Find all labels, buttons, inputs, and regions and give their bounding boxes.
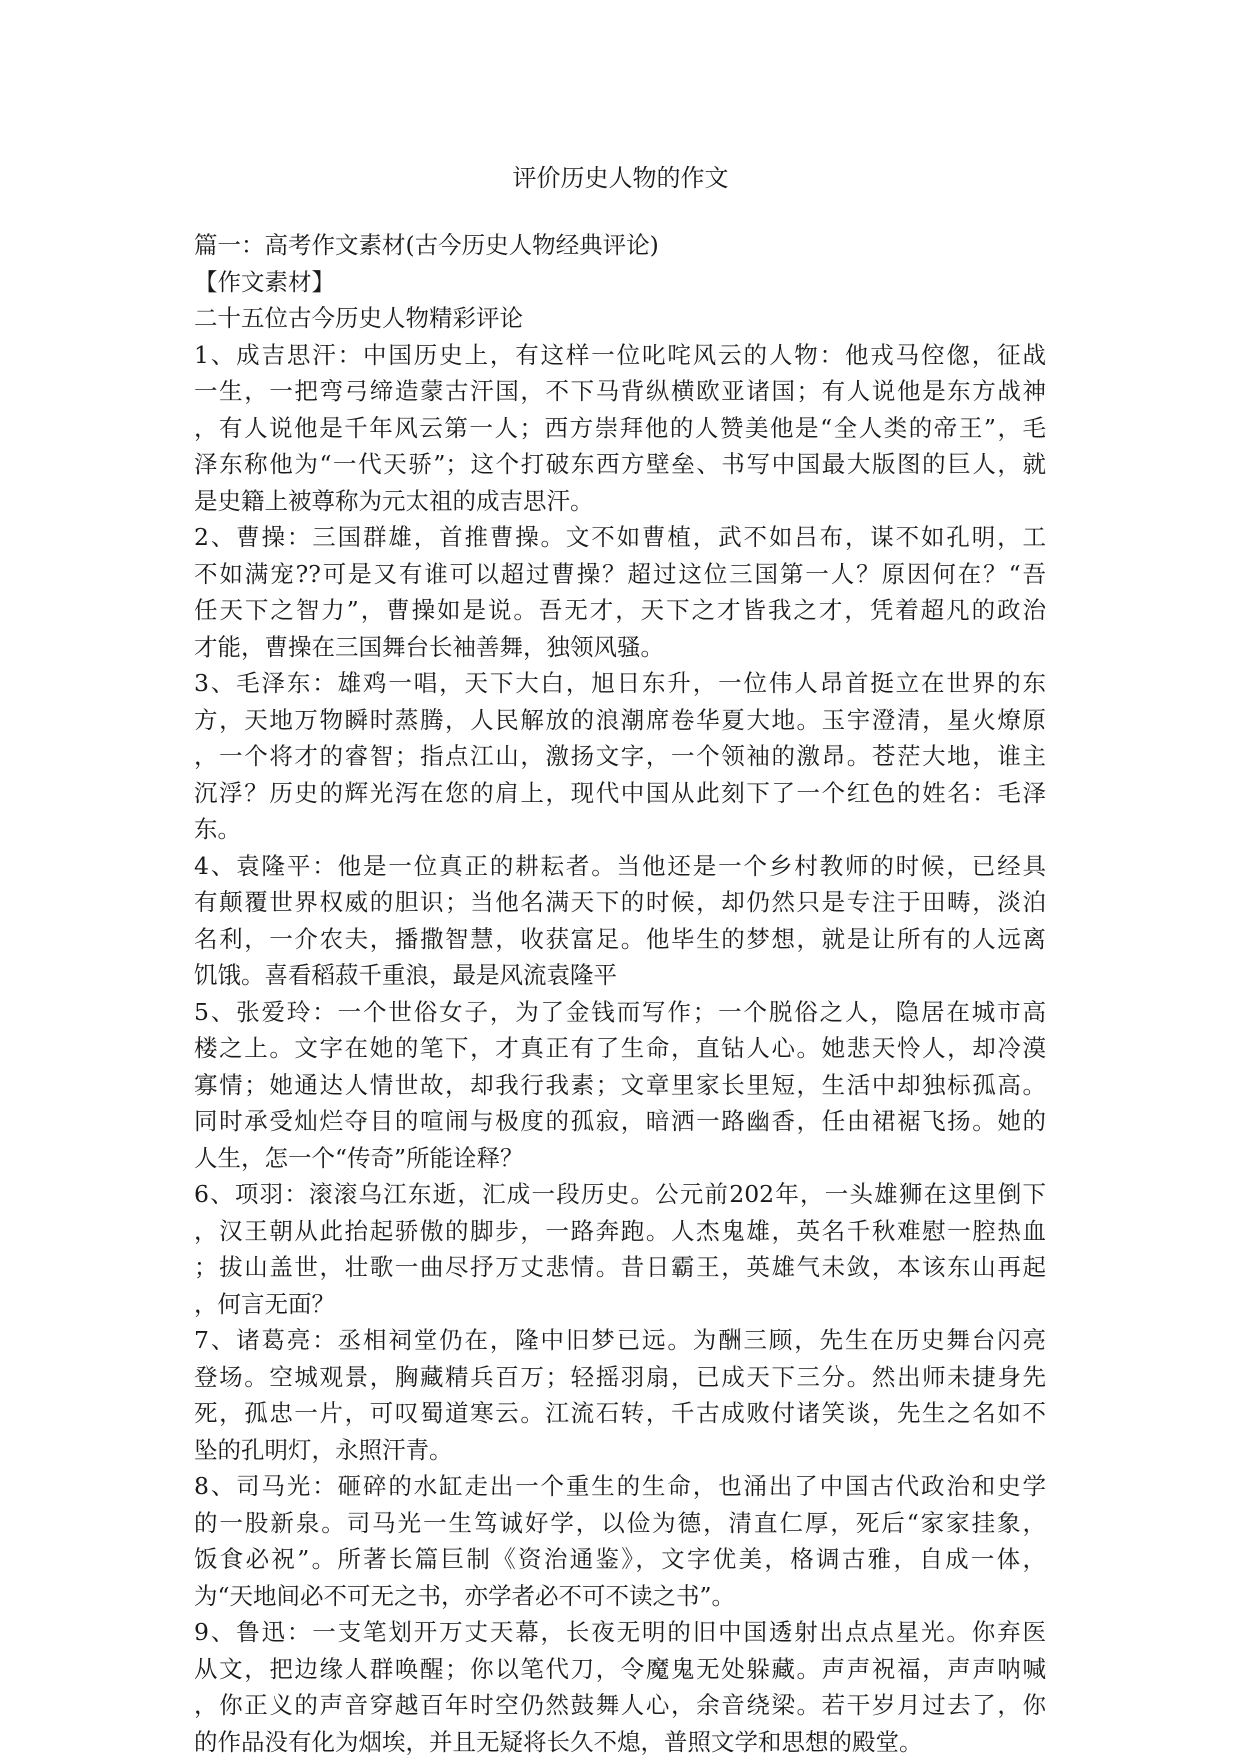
- paragraph-line: 名利，一介农夫，播撒智慧，收获富足。他毕生的梦想，就是让所有的人远离: [194, 921, 1046, 958]
- paragraph: [194, 994, 1046, 1177]
- paragraph-line: 沉浮？历史的辉光泻在您的肩上，现代中国从此刻下了一个红色的姓名：毛泽: [194, 775, 1046, 812]
- paragraph-line: 的作品没有化为烟埃，并且无疑将长久不熄，普照文学和思想的殿堂。: [194, 1724, 1046, 1760]
- section-heading: 篇一：高考作文素材(古今历史人物经典评论): [194, 227, 1046, 264]
- document-body: [194, 227, 1046, 1760]
- section-tag: 【作文素材】: [194, 264, 1046, 301]
- paragraph-line: 饥饿。喜看稻菽千重浪，最是风流袁隆平: [194, 957, 1046, 994]
- paragraph: [194, 665, 1046, 848]
- paragraph-line: 的一股新泉。司马光一生笃诚好学，以俭为德，清直仁厚，死后“家家挂象，: [194, 1505, 1046, 1542]
- paragraph-line: 9、鲁迅：一支笔划开万丈天幕，长夜无明的旧中国透射出点点星光。你弃医: [194, 1614, 1046, 1651]
- paragraph-line: 6、项羽：滚滚乌江东逝，汇成一段历史。公元前202年，一头雄狮在这里倒下: [194, 1176, 1046, 1213]
- paragraph-line: ，汉王朝从此抬起骄傲的脚步，一路奔跑。人杰鬼雄，英名千秋难慰一腔热血: [194, 1213, 1046, 1250]
- paragraph-line: 从文，把边缘人群唤醒；你以笔代刀，令魔鬼无处躲藏。声声祝福，声声呐喊: [194, 1651, 1046, 1688]
- paragraph-line: ；拔山盖世，壮歌一曲尽抒万丈悲情。昔日霸王，英雄气未敛，本该东山再起: [194, 1249, 1046, 1286]
- paragraph: [194, 1468, 1046, 1614]
- paragraph-line: 同时承受灿烂夺目的喧闹与极度的孤寂，暗洒一路幽香，任由裙裾飞扬。她的: [194, 1103, 1046, 1140]
- paragraph: [194, 337, 1046, 520]
- paragraph: [194, 519, 1046, 665]
- paragraph-line: 饭食必祝”。所著长篇巨制《资治通鉴》，文字优美，格调古雅，自成一体，: [194, 1541, 1046, 1578]
- paragraph-line: 寡情；她通达人情世故，却我行我素；文章里家长里短，生活中却独标孤高。: [194, 1067, 1046, 1104]
- paragraph-line: 楼之上。文字在她的笔下，才真正有了生命，直钻人心。她悲天怜人，却冷漠: [194, 1030, 1046, 1067]
- paragraph-line: ，你正义的声音穿越百年时空仍然鼓舞人心，余音绕梁。若干岁月过去了，你: [194, 1687, 1046, 1724]
- paragraph-line: 8、司马光：砸碎的水缸走出一个重生的生命，也涌出了中国古代政治和史学: [194, 1468, 1046, 1505]
- paragraph-line: 泽东称他为“一代天骄”；这个打破东西方壁垒、书写中国最大版图的巨人，就: [194, 446, 1046, 483]
- paragraph: [194, 1614, 1046, 1760]
- paragraph-line: 才能，曹操在三国舞台长袖善舞，独领风骚。: [194, 629, 1046, 666]
- paragraph: [194, 1176, 1046, 1322]
- paragraph: [194, 1322, 1046, 1468]
- paragraph-line: 方，天地万物瞬时蒸腾，人民解放的浪潮席卷华夏大地。玉宇澄清，星火燎原: [194, 702, 1046, 739]
- paragraph-line: ，有人说他是千年风云第一人；西方崇拜他的人赞美他是“全人类的帝王”，毛: [194, 410, 1046, 447]
- paragraph-line: 坠的孔明灯，永照汗青。: [194, 1432, 1046, 1469]
- paragraph-line: ，何言无面？: [194, 1286, 1046, 1323]
- paragraph-line: 7、诸葛亮：丞相祠堂仍在，隆中旧梦已远。为酬三顾，先生在历史舞台闪亮: [194, 1322, 1046, 1359]
- section-subtitle: 二十五位古今历史人物精彩评论: [194, 300, 1046, 337]
- paragraph-line: 3、毛泽东：雄鸡一唱，天下大白，旭日东升，一位伟人昂首挺立在世界的东: [194, 665, 1046, 702]
- paragraph-line: 登场。空城观景，胸藏精兵百万；轻摇羽扇，已成天下三分。然出师未捷身先: [194, 1359, 1046, 1396]
- paragraph-line: 4、袁隆平：他是一位真正的耕耘者。当他还是一个乡村教师的时候，已经具: [194, 848, 1046, 885]
- paragraph-line: 是史籍上被尊称为元太祖的成吉思汗。: [194, 483, 1046, 520]
- paragraph-line: 一生，一把弯弓缔造蒙古汗国，不下马背纵横欧亚诸国；有人说他是东方战神: [194, 373, 1046, 410]
- paragraph-line: 人生，怎一个“传奇”所能诠释？: [194, 1140, 1046, 1177]
- paragraph-line: 死，孤忠一片，可叹蜀道寒云。江流石转，千古成败付诸笑谈，先生之名如不: [194, 1395, 1046, 1432]
- document-title: 评价历史人物的作文: [0, 160, 1241, 196]
- paragraph-line: 有颠覆世界权威的胆识；当他名满天下的时候，却仍然只是专注于田畴，淡泊: [194, 884, 1046, 921]
- paragraph-line: ，一个将才的睿智；指点江山，激扬文字，一个领袖的激昂。苍茫大地，谁主: [194, 738, 1046, 775]
- paragraph-line: 不如满宠??可是又有谁可以超过曹操？超过这位三国第一人？原因何在？“吾: [194, 556, 1046, 593]
- paragraph-line: 5、张爱玲：一个世俗女子，为了金钱而写作；一个脱俗之人，隐居在城市高: [194, 994, 1046, 1031]
- paragraph-line: 东。: [194, 811, 1046, 848]
- paragraph-line: 1、成吉思汗：中国历史上，有这样一位叱咤风云的人物：他戎马倥偬，征战: [194, 337, 1046, 374]
- paragraph: [194, 848, 1046, 994]
- paragraph-line: 任天下之智力”，曹操如是说。吾无才，天下之才皆我之才，凭着超凡的政治: [194, 592, 1046, 629]
- paragraph-line: 为“天地间必不可无之书，亦学者必不可不读之书”。: [194, 1578, 1046, 1615]
- paragraph-list: [194, 337, 1046, 1760]
- paragraph-line: 2、曹操：三国群雄，首推曹操。文不如曹植，武不如吕布，谋不如孔明，工: [194, 519, 1046, 556]
